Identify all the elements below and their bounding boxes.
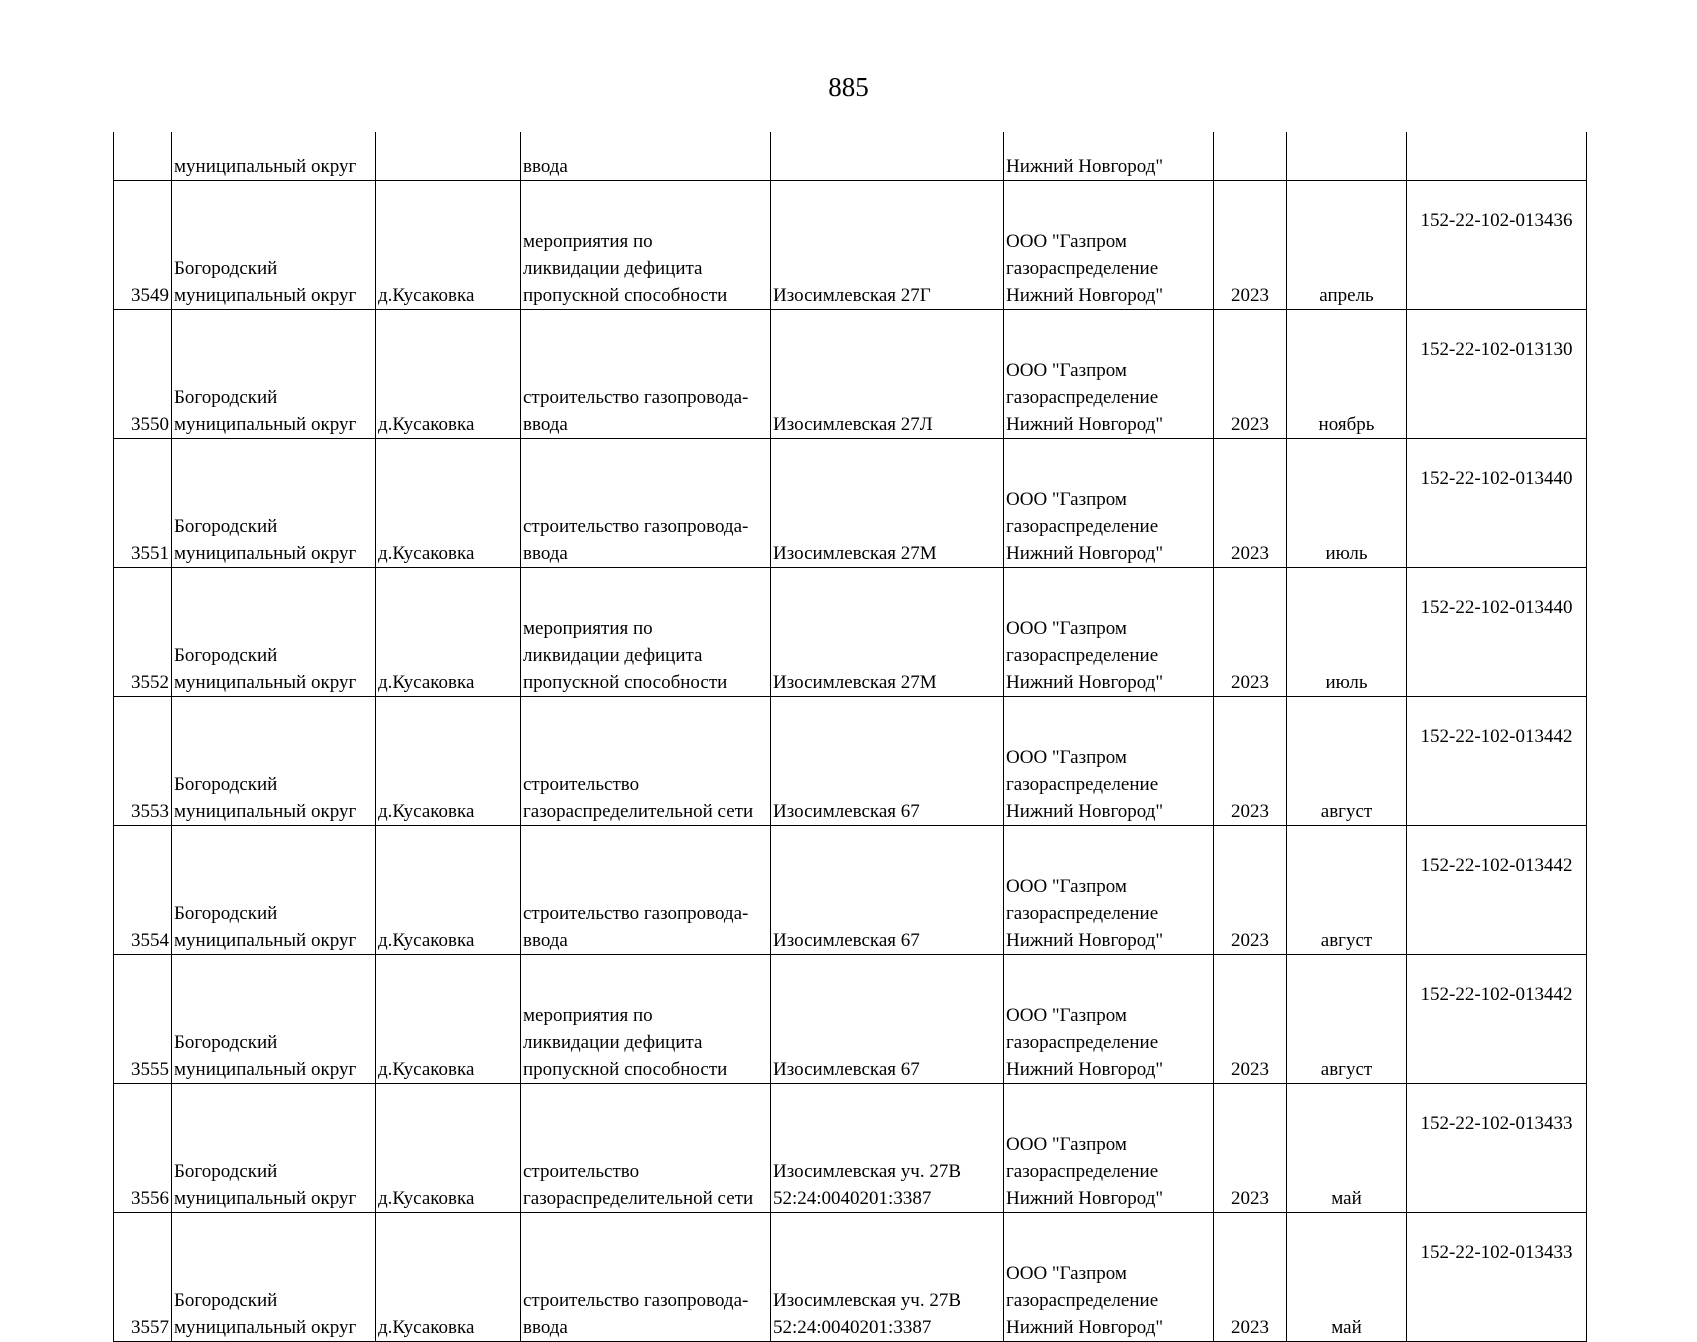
cell-work <box>521 826 771 955</box>
cell-month: май <box>1287 1213 1407 1342</box>
cell-month: май <box>1287 1084 1407 1213</box>
cell-line: Богородский <box>174 258 278 279</box>
cell-org <box>1004 181 1214 310</box>
cell-work <box>521 955 771 1084</box>
cell-district <box>172 697 376 826</box>
cell-address <box>771 568 1004 697</box>
cell-district <box>172 826 376 955</box>
cell-line: Изосимлевская 27М <box>773 672 937 693</box>
cell-village: д.Кусаковка <box>376 826 521 955</box>
cell-code: 152-22-102-013442 <box>1407 955 1587 1084</box>
cell-line: Богородский <box>174 1290 278 1311</box>
cell-village <box>376 132 521 181</box>
cell-line: строительство газопровода- <box>523 516 749 537</box>
cell-code: 152-22-102-013433 <box>1407 1084 1587 1213</box>
cell-org <box>1004 1213 1214 1342</box>
cell-line: ООО "Газпром <box>1006 1134 1127 1155</box>
table-row <box>114 826 1587 955</box>
cell-district <box>172 439 376 568</box>
cell-address <box>771 439 1004 568</box>
cell-line: муниципальный округ <box>174 285 357 306</box>
cell-line: ликвидации дефицита <box>523 645 703 666</box>
cell-line: газораспределение <box>1006 645 1159 666</box>
cell-line: Богородский <box>174 645 278 666</box>
cell-org <box>1004 955 1214 1084</box>
cell-line: Изосимлевская 67 <box>773 930 920 951</box>
cell-line: Нижний Новгород" <box>1006 543 1164 564</box>
cell-district <box>172 1213 376 1342</box>
cell-code: 152-22-102-013130 <box>1407 310 1587 439</box>
cell-line: газораспределение <box>1006 1032 1159 1053</box>
cell-line: ввода <box>523 1317 568 1338</box>
cell-village: д.Кусаковка <box>376 310 521 439</box>
cell-line: газораспределение <box>1006 258 1159 279</box>
cell-year <box>1214 132 1287 181</box>
cell-code <box>1407 132 1587 181</box>
cell-line: Изосимлевская 27Л <box>773 414 933 435</box>
cell-line: Нижний Новгород" <box>1006 930 1164 951</box>
cell-org <box>1004 697 1214 826</box>
cell-line: строительство газопровода- <box>523 387 749 408</box>
cell-line: строительство газопровода- <box>523 903 749 924</box>
cell-address <box>771 181 1004 310</box>
cell-year: 2023 <box>1214 181 1287 310</box>
cell-line: Богородский <box>174 774 278 795</box>
cell-line: Нижний Новгород" <box>1006 672 1164 693</box>
table-row <box>114 1213 1587 1342</box>
cell-line: 52:24:0040201:3387 <box>773 1317 932 1338</box>
cell-line: ликвидации дефицита <box>523 258 703 279</box>
cell-num <box>114 132 172 181</box>
cell-line: Нижний Новгород" <box>1006 285 1164 306</box>
cell-work <box>521 439 771 568</box>
cell-org <box>1004 568 1214 697</box>
cell-year: 2023 <box>1214 439 1287 568</box>
cell-village: д.Кусаковка <box>376 1084 521 1213</box>
cell-address <box>771 1084 1004 1213</box>
cell-year: 2023 <box>1214 1213 1287 1342</box>
cell-district: муниципальный округ <box>172 132 376 181</box>
cell-line: ООО "Газпром <box>1006 231 1127 252</box>
cell-line: ликвидации дефицита <box>523 1032 703 1053</box>
cell-line: строительство газопровода- <box>523 1290 749 1311</box>
cell-line: Изосимлевская уч. 27В <box>773 1161 962 1182</box>
cell-line: мероприятия по <box>523 1005 653 1026</box>
cell-line: Изосимлевская уч. 27В <box>773 1290 962 1311</box>
cell-month <box>1287 132 1407 181</box>
cell-line: пропускной способности <box>523 285 728 306</box>
table-row <box>114 1084 1587 1213</box>
cell-num: 3552 <box>114 568 172 697</box>
cell-line: пропускной способности <box>523 672 728 693</box>
cell-line: Богородский <box>174 1032 278 1053</box>
cell-work <box>521 181 771 310</box>
cell-work <box>521 310 771 439</box>
cell-address <box>771 955 1004 1084</box>
cell-address <box>771 132 1004 181</box>
cell-district <box>172 1084 376 1213</box>
cell-district <box>172 310 376 439</box>
cell-line: ввода <box>523 930 568 951</box>
cell-month: август <box>1287 955 1407 1084</box>
cell-line: Изосимлевская 27М <box>773 543 937 564</box>
cell-line: муниципальный округ <box>174 1317 357 1338</box>
cell-org <box>1004 310 1214 439</box>
cell-line: Богородский <box>174 387 278 408</box>
cell-month: июль <box>1287 439 1407 568</box>
cell-line: Нижний Новгород" <box>1006 1317 1164 1338</box>
cell-line: Богородский <box>174 1161 278 1182</box>
cell-line: муниципальный округ <box>174 1188 357 1209</box>
cell-line: муниципальный округ <box>174 930 357 951</box>
cell-line: Изосимлевская 27Г <box>773 285 931 306</box>
cell-code: 152-22-102-013436 <box>1407 181 1587 310</box>
cell-year: 2023 <box>1214 310 1287 439</box>
cell-num: 3550 <box>114 310 172 439</box>
cell-line: газораспределение <box>1006 516 1159 537</box>
cell-line: Нижний Новгород" <box>1006 801 1164 822</box>
cell-org <box>1004 1084 1214 1213</box>
cell-line: газораспределительной сети <box>523 1188 754 1209</box>
cell-line: муниципальный округ <box>174 1059 357 1080</box>
cell-village: д.Кусаковка <box>376 439 521 568</box>
cell-work <box>521 697 771 826</box>
cell-line: Нижний Новгород" <box>1006 1059 1164 1080</box>
cell-line: ООО "Газпром <box>1006 876 1127 897</box>
cell-num: 3557 <box>114 1213 172 1342</box>
cell-year: 2023 <box>1214 568 1287 697</box>
cell-line: ООО "Газпром <box>1006 618 1127 639</box>
cell-month: август <box>1287 697 1407 826</box>
cell-num: 3555 <box>114 955 172 1084</box>
table-row <box>114 310 1587 439</box>
cell-line: ООО "Газпром <box>1006 489 1127 510</box>
cell-num: 3551 <box>114 439 172 568</box>
cell-code: 152-22-102-013433 <box>1407 1213 1587 1342</box>
cell-work <box>521 1213 771 1342</box>
cell-line: Изосимлевская 67 <box>773 801 920 822</box>
cell-village: д.Кусаковка <box>376 568 521 697</box>
cell-address <box>771 826 1004 955</box>
cell-line: Богородский <box>174 903 278 924</box>
cell-month: август <box>1287 826 1407 955</box>
cell-line: Богородский <box>174 516 278 537</box>
cell-village: д.Кусаковка <box>376 955 521 1084</box>
cell-line: муниципальный округ <box>174 672 357 693</box>
cell-num: 3554 <box>114 826 172 955</box>
cell-org: Нижний Новгород" <box>1004 132 1214 181</box>
cell-address <box>771 1213 1004 1342</box>
cell-line: ввода <box>523 543 568 564</box>
cell-line: газораспределение <box>1006 774 1159 795</box>
cell-line: ООО "Газпром <box>1006 1263 1127 1284</box>
cell-village: д.Кусаковка <box>376 181 521 310</box>
cell-work <box>521 568 771 697</box>
cell-line: Нижний Новгород" <box>1006 414 1164 435</box>
cell-address <box>771 310 1004 439</box>
cell-village: д.Кусаковка <box>376 697 521 826</box>
cell-month: апрель <box>1287 181 1407 310</box>
cell-line: муниципальный округ <box>174 801 357 822</box>
cell-code: 152-22-102-013442 <box>1407 697 1587 826</box>
cell-district <box>172 568 376 697</box>
table-row <box>114 181 1587 310</box>
cell-address <box>771 697 1004 826</box>
cell-district <box>172 181 376 310</box>
cell-line: ООО "Газпром <box>1006 747 1127 768</box>
table-row <box>114 439 1587 568</box>
continuation-row <box>114 132 1587 181</box>
cell-line: мероприятия по <box>523 618 653 639</box>
registry-body <box>114 132 1587 1342</box>
cell-line: ООО "Газпром <box>1006 360 1127 381</box>
cell-month: ноябрь <box>1287 310 1407 439</box>
cell-org <box>1004 826 1214 955</box>
cell-code: 152-22-102-013442 <box>1407 826 1587 955</box>
cell-year: 2023 <box>1214 697 1287 826</box>
cell-line: газораспределение <box>1006 1290 1159 1311</box>
cell-code: 152-22-102-013440 <box>1407 568 1587 697</box>
cell-village: д.Кусаковка <box>376 1213 521 1342</box>
table-row <box>114 697 1587 826</box>
cell-num: 3556 <box>114 1084 172 1213</box>
cell-line: мероприятия по <box>523 231 653 252</box>
table-row <box>114 568 1587 697</box>
cell-line: газораспределение <box>1006 387 1159 408</box>
cell-line: газораспределение <box>1006 1161 1159 1182</box>
cell-line: газораспределение <box>1006 903 1159 924</box>
cell-work: ввода <box>521 132 771 181</box>
cell-line: муниципальный округ <box>174 543 357 564</box>
cell-num: 3553 <box>114 697 172 826</box>
cell-year: 2023 <box>1214 955 1287 1084</box>
table-row <box>114 955 1587 1084</box>
cell-org <box>1004 439 1214 568</box>
cell-code: 152-22-102-013440 <box>1407 439 1587 568</box>
cell-line: 52:24:0040201:3387 <box>773 1188 932 1209</box>
cell-line: муниципальный округ <box>174 414 357 435</box>
cell-year: 2023 <box>1214 826 1287 955</box>
cell-line: ввода <box>523 414 568 435</box>
cell-line: Изосимлевская 67 <box>773 1059 920 1080</box>
cell-line: газораспределительной сети <box>523 801 754 822</box>
cell-district <box>172 955 376 1084</box>
cell-work <box>521 1084 771 1213</box>
cell-line: строительство <box>523 1161 640 1182</box>
cell-line: Нижний Новгород" <box>1006 1188 1164 1209</box>
cell-line: строительство <box>523 774 640 795</box>
page-number: 885 <box>828 72 869 102</box>
cell-num: 3549 <box>114 181 172 310</box>
cell-year: 2023 <box>1214 1084 1287 1213</box>
cell-line: ООО "Газпром <box>1006 1005 1127 1026</box>
cell-month: июль <box>1287 568 1407 697</box>
gas-registry-table <box>113 132 1587 1342</box>
cell-line: пропускной способности <box>523 1059 728 1080</box>
